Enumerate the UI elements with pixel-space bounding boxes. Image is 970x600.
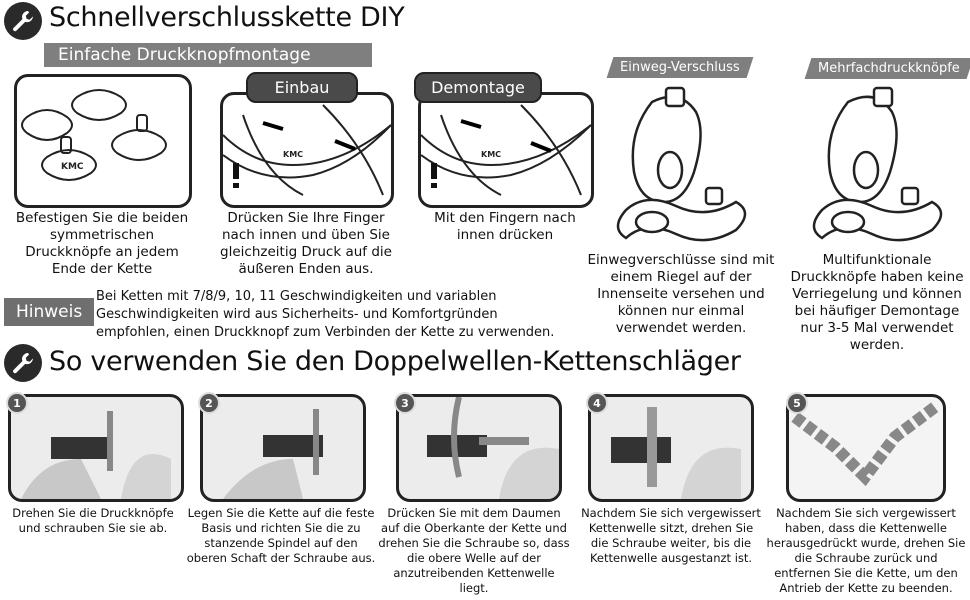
remove-illustration-panel	[418, 92, 594, 208]
page-title: Schnellverschlusskette DIY	[49, 2, 405, 33]
single-use-label: Einweg-Verschluss	[607, 57, 753, 78]
remove-drawing	[421, 95, 591, 205]
hint-badge: Hinweis	[4, 298, 94, 326]
multi-label: Mehrfachdruckknöpfe	[805, 58, 970, 79]
caption-top-3: Mit den Fingern nach innen drücken	[434, 210, 576, 243]
tab-remove: Demontage	[414, 72, 542, 103]
caption-top-4: Einwegverschlüsse sind mit einem Riegel auf der Innenseite versehen und können nur einmal verwendet werden.	[587, 252, 775, 336]
step-4-photo	[588, 394, 754, 502]
step-2-text: Legen Sie die Kette auf die feste Basis und richten Sie die zu stanzende Spindel auf den oberen Schaft der Schraube aus.	[186, 506, 376, 565]
caption-top-5: Multifunktionale Druckknöpfe haben keine Verriegelung und können bei häufiger Demontage nur 3-5 Mal verwendet werden.	[790, 252, 964, 353]
wrench-icon	[4, 2, 42, 40]
caption-top-2: Drücken Sie Ihre Finger nach innen und üben Sie gleichzeitig Druck auf die äußeren Enden aus.	[220, 210, 392, 277]
kmc-label: KMC	[61, 162, 84, 172]
step-1-number: 1	[6, 392, 28, 414]
section-title: So verwenden Sie den Doppelwellen-Kettenschläger	[49, 346, 741, 377]
chain-illustration-panel	[14, 74, 192, 208]
step-1-text: Drehen Sie die Druckknöpfe und schrauben Sie sie ab.	[12, 506, 174, 535]
wrench-icon	[4, 344, 42, 382]
step-1-photo	[8, 394, 184, 502]
step-3-number: 3	[394, 392, 416, 414]
svg-text:KMC: KMC	[283, 150, 304, 159]
step-2-number: 2	[198, 392, 220, 414]
step-5-number: 5	[786, 392, 808, 414]
step-3-text: Drücken Sie mit dem Daumen auf die Oberkante der Kette und drehen Sie die Schraube so, dass die obere Welle auf der anzutreibenden Kettenwelle liegt.	[378, 506, 570, 595]
single-use-link-drawing	[612, 82, 762, 252]
chain-links-drawing	[17, 77, 189, 205]
step-5-photo	[786, 394, 946, 502]
tab-install: Einbau	[246, 72, 358, 103]
hint-text: Bei Ketten mit 7/8/9, 10, 11 Geschwindigkeiten und variablen Geschwindigkeiten wird aus Sicherheits- und Komfortgründen empfohlen, einen Druckknopf zum Verbinden der Kette zu verwenden.	[96, 289, 555, 340]
install-illustration-panel	[220, 92, 394, 208]
step-2-photo	[200, 394, 366, 502]
multi-use-link-drawing	[808, 82, 958, 252]
svg-text:KMC: KMC	[481, 150, 502, 159]
step-4-text: Nachdem Sie sich vergewissert Kettenwelle sitzt, drehen Sie die Schraube weiter, bis die Kettenwelle ausgestanzt ist.	[581, 506, 761, 565]
step-4-number: 4	[586, 392, 608, 414]
subtitle-band: Einfache Druckknopfmontage	[44, 43, 372, 67]
caption-top-1: Befestigen Sie die beiden symmetrischen Druckknöpfe an jedem Ende der Kette	[15, 210, 189, 277]
step-5-text: Nachdem Sie sich vergewissert haben, dass die Kettenwelle herausgedrückt wurde, drehen Sie die Schraube zurück und entfernen Sie die Kette, um den Antrieb der Kette zu beenden.	[766, 506, 966, 595]
install-drawing	[223, 95, 391, 205]
step-3-photo	[396, 394, 562, 502]
